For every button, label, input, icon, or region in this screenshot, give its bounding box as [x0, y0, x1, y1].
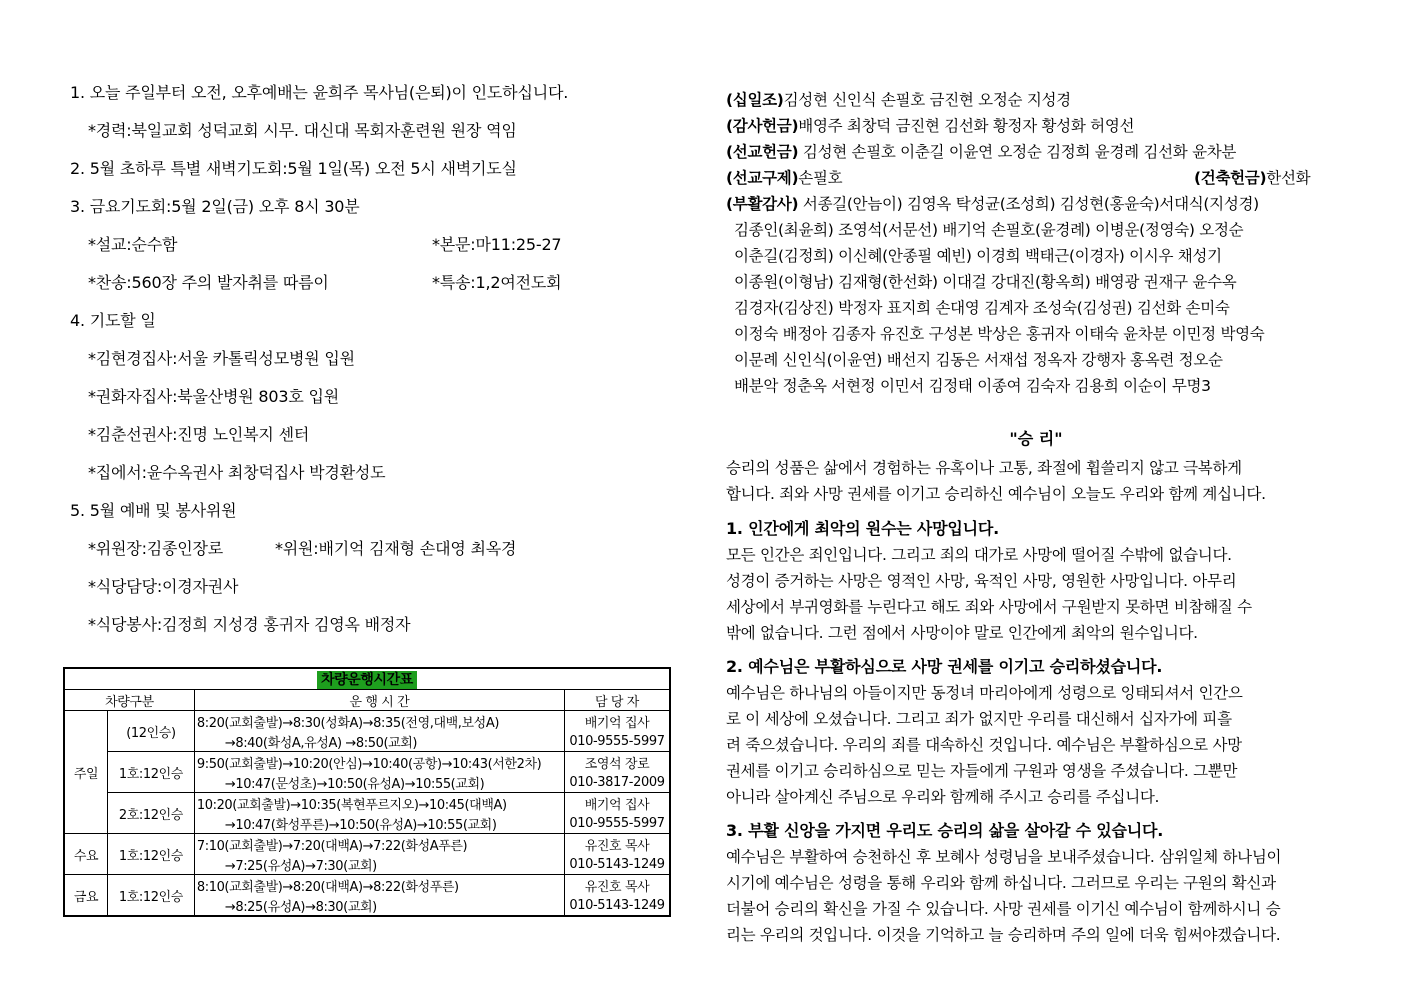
sermon-title-item: *설교:순수함: [88, 235, 178, 254]
vehicle-cell: 1호:12인승: [108, 875, 195, 917]
header-person: 담 당 자: [565, 690, 671, 711]
header-time: 운 행 시 간: [194, 690, 564, 711]
point-1-heading: 1. 인간에게 최악의 원수는 사망입니다.: [726, 519, 1000, 538]
thanks-line: [726, 114, 1134, 136]
easter-label: (부활감사): [726, 195, 799, 213]
day-cell: 수요: [64, 834, 108, 875]
route-cell: →10:47(문성초)→10:50(유성A)→10:55(교회): [194, 772, 564, 793]
route-cell: 9:50(교회출발)→10:20(안심)→10:40(공항)→10:43(서한2차): [194, 752, 564, 773]
mission-line: [726, 140, 1236, 162]
tithe-line: [726, 88, 1071, 110]
committee-chair: *위원장:김종인장로: [88, 539, 224, 558]
person-cell: 유진호 목사: [565, 875, 671, 896]
building-names: 한선화: [1266, 169, 1311, 187]
announcement-5: 5. 5월 예배 및 봉사위원: [70, 501, 237, 520]
header-vehicle: 차량구분: [64, 690, 194, 711]
easter-names: 이춘길(김정희) 이신혜(안종필 예빈) 이경희 백태근(이경자) 이시우 채성기: [734, 247, 1222, 265]
route-cell: 8:10(교회출발)→8:20(대백A)→8:22(화성푸른): [194, 875, 564, 896]
announcement-2: 2. 5월 초하루 특별 새벽기도회:5월 1일(목) 오전 5시 새벽기도실: [70, 159, 517, 178]
tithe-names: 김성현 신인식 손필호 금진현 오정순 지성경: [783, 91, 1071, 109]
thanks-names: 배영주 최창덕 금진현 김선화 황정자 황성화 허영선: [798, 117, 1135, 135]
easter-names: 이종원(이형남) 김재형(한선화) 이대걸 강대진(황옥희) 배영광 권재구 윤수옥: [734, 273, 1237, 291]
easter-names: 서종길(안늠이) 김영옥 탁성균(조성희) 김성현(홍윤숙)서대식(지성경): [798, 195, 1259, 213]
point-3-heading: 3. 부활 신앙을 가지면 우리도 승리의 삶을 살아갈 수 있습니다.: [726, 821, 1164, 840]
point-3-line: 리는 우리의 것입니다. 이것을 기억하고 늘 승리하며 주의 일에 더욱 힘써야겠습니다.: [726, 926, 1281, 944]
special-song-item: *특송:1,2여전도회: [432, 273, 562, 292]
scripture-item: *본문:마11:25-27: [432, 235, 562, 254]
point-2-line: 아니라 살아계신 주님으로 우리와 함께해 주시고 승리를 주십니다.: [726, 788, 1160, 806]
phone-cell: 010-5143-1249: [565, 895, 671, 916]
route-cell: →7:25(유성A)→7:30(교회): [194, 854, 564, 875]
announcement-1: 1. 오늘 주일부터 오전, 오후예배는 윤희주 목사님(은퇴)이 인도하십니다.: [70, 83, 569, 102]
table-title-row: [64, 668, 670, 690]
prayer-item: *권화자집사:북울산병원 803호 입원: [88, 387, 340, 406]
vehicle-cell: (12인승): [108, 711, 195, 752]
route-cell: →8:40(화성A,유성A) →8:50(교회): [194, 731, 564, 752]
table-row: [64, 793, 670, 814]
table-title: 차량운행시간표: [317, 671, 417, 689]
person-cell: 배기억 집사: [565, 793, 671, 814]
building-line: [1194, 166, 1310, 188]
person-cell: 유진호 목사: [565, 834, 671, 855]
table-row: [64, 875, 670, 896]
vehicle-schedule-table: [63, 667, 671, 917]
announcement-4: 4. 기도할 일: [70, 311, 156, 330]
sermon-intro-line: 합니다. 죄와 사망 권세를 이기고 승리하신 예수님이 오늘도 우리와 함께 계십니다.: [726, 485, 1266, 503]
table-row: [64, 752, 670, 773]
easter-names: 김경자(김상진) 박정자 표지희 손대영 김계자 조성숙(김성권) 김선화 손미숙: [734, 299, 1230, 317]
route-cell: 10:20(교회출발)→10:35(복현푸르지오)→10:45(대백A): [194, 793, 564, 814]
route-cell: →8:25(유성A)→8:30(교회): [194, 895, 564, 916]
announcement-3: 3. 금요기도회:5월 2일(금) 오후 8시 30분: [70, 197, 360, 216]
relief-line: [726, 166, 842, 188]
phone-cell: 010-5143-1249: [565, 854, 671, 875]
point-2-line: 로 이 세상에 오셨습니다. 그리고 죄가 없지만 우리를 대신해서 십자가에 피흘: [726, 710, 1232, 728]
day-cell: 주일: [64, 711, 108, 834]
route-cell: →10:47(화성푸른)→10:50(유성A)→10:55(교회): [194, 813, 564, 834]
point-3-line: 더불어 승리의 확신을 가질 수 있습니다. 사망 권세를 이기신 예수님이 함께하시니 승: [726, 900, 1281, 918]
vehicle-cell: 1호:12인승: [108, 834, 195, 875]
point-1-line: 밖에 없습니다. 그런 점에서 사망이야 말로 인간에게 최악의 원수입니다.: [726, 624, 1198, 642]
relief-label: (선교구제): [726, 169, 799, 187]
mission-label: (선교헌금): [726, 143, 799, 161]
easter-names: 배분악 정춘옥 서현정 이민서 김정태 이종여 김숙자 김용희 이순이 무명3: [734, 377, 1211, 395]
easter-names: 김종인(최윤희) 조영석(서문선) 배기억 손필호(윤경례) 이병운(정영숙) 오정순: [734, 221, 1244, 239]
point-2-heading: 2. 예수님은 부활하심으로 사망 권세를 이기고 승리하셨습니다.: [726, 657, 1163, 676]
point-1-line: 모든 인간은 죄인입니다. 그리고 죄의 대가로 사망에 떨어질 수밖에 없습니다.: [726, 546, 1232, 564]
vehicle-cell: 1호:12인승: [108, 752, 195, 793]
building-label: (건축헌금): [1194, 169, 1267, 187]
tithe-label: (십일조): [726, 91, 784, 109]
prayer-item: *김현경집사:서울 카톨릭성모병원 입원: [88, 349, 355, 368]
route-cell: 7:10(교회출발)→7:20(대백A)→7:22(화성A푸른): [194, 834, 564, 855]
point-3-line: 예수님은 부활하여 승천하신 후 보혜사 성령님을 보내주셨습니다. 삼위일체 하나님이: [726, 848, 1282, 866]
person-cell: 조영석 장로: [565, 752, 671, 773]
easter-names: 이문례 신인식(이윤연) 배선지 김동은 서재섭 정옥자 강행자 홍옥련 정오순: [734, 351, 1223, 369]
phone-cell: 010-9555-5997: [565, 813, 671, 834]
point-2-line: 예수님은 하나님의 아들이지만 동정녀 마리아에게 성령으로 잉태되셔서 인간으: [726, 684, 1243, 702]
point-1-line: 세상에서 부귀영화를 누린다고 해도 죄와 사망에서 구원받지 못하면 비참해질 수: [726, 598, 1252, 616]
mission-names: 김성현 손필호 이춘길 이윤연 오정순 김정희 윤경례 김선화 윤차분: [798, 143, 1237, 161]
point-3-line: 시기에 예수님은 성령을 통해 우리와 함께 하십니다. 그러므로 우리는 구원의 확신과: [726, 874, 1276, 892]
table-row: [64, 834, 670, 855]
committee-members: *위원:배기억 김재형 손대영 최옥경: [275, 539, 517, 558]
route-cell: 8:20(교회출발)→8:30(성화A)→8:35(전영,대백,보성A): [194, 711, 564, 732]
table-row: [64, 711, 670, 732]
relief-names: 손필호: [798, 169, 843, 187]
sermon-intro-line: 승리의 성품은 삶에서 경험하는 유혹이나 고통, 좌절에 휩쓸리지 않고 극복하게: [726, 459, 1242, 477]
person-cell: 배기억 집사: [565, 711, 671, 732]
kitchen-volunteers: *식당봉사:김정희 지성경 홍귀자 김영옥 배정자: [88, 615, 411, 634]
point-1-line: 성경이 증거하는 사망은 영적인 사망, 육적인 사망, 영원한 사망입니다. 아무리: [726, 572, 1237, 590]
sermon-title: "승 리": [1009, 429, 1063, 448]
table-header-row: [64, 690, 670, 711]
easter-names: 이정숙 배정아 김종자 유진호 구성본 박상은 홍귀자 이태숙 윤차분 이민정 박영숙: [734, 325, 1265, 343]
day-cell: 금요: [64, 875, 108, 917]
vehicle-cell: 2호:12인승: [108, 793, 195, 834]
phone-cell: 010-9555-5997: [565, 731, 671, 752]
kitchen-manager: *식당담당:이경자권사: [88, 577, 239, 596]
prayer-item: *김춘선권사:진명 노인복지 센터: [88, 425, 310, 444]
prayer-item: *집에서:윤수옥권사 최창덕집사 박경환성도: [88, 463, 386, 482]
easter-line: [726, 192, 1259, 214]
hymn-item: *찬송:560장 주의 발자취를 따름이: [88, 273, 329, 292]
announcement-1-detail: *경력:북일교회 성덕교회 시무. 대신대 목회자훈련원 원장 역임: [88, 121, 517, 140]
point-2-line: 권세를 이기고 승리하심으로 믿는 자들에게 구원과 영생을 주셨습니다. 그뿐만: [726, 762, 1238, 780]
thanks-label: (감사헌금): [726, 117, 799, 135]
phone-cell: 010-3817-2009: [565, 772, 671, 793]
point-2-line: 려 죽으셨습니다. 우리의 죄를 대속하신 것입니다. 예수님은 부활하심으로 사망: [726, 736, 1242, 754]
